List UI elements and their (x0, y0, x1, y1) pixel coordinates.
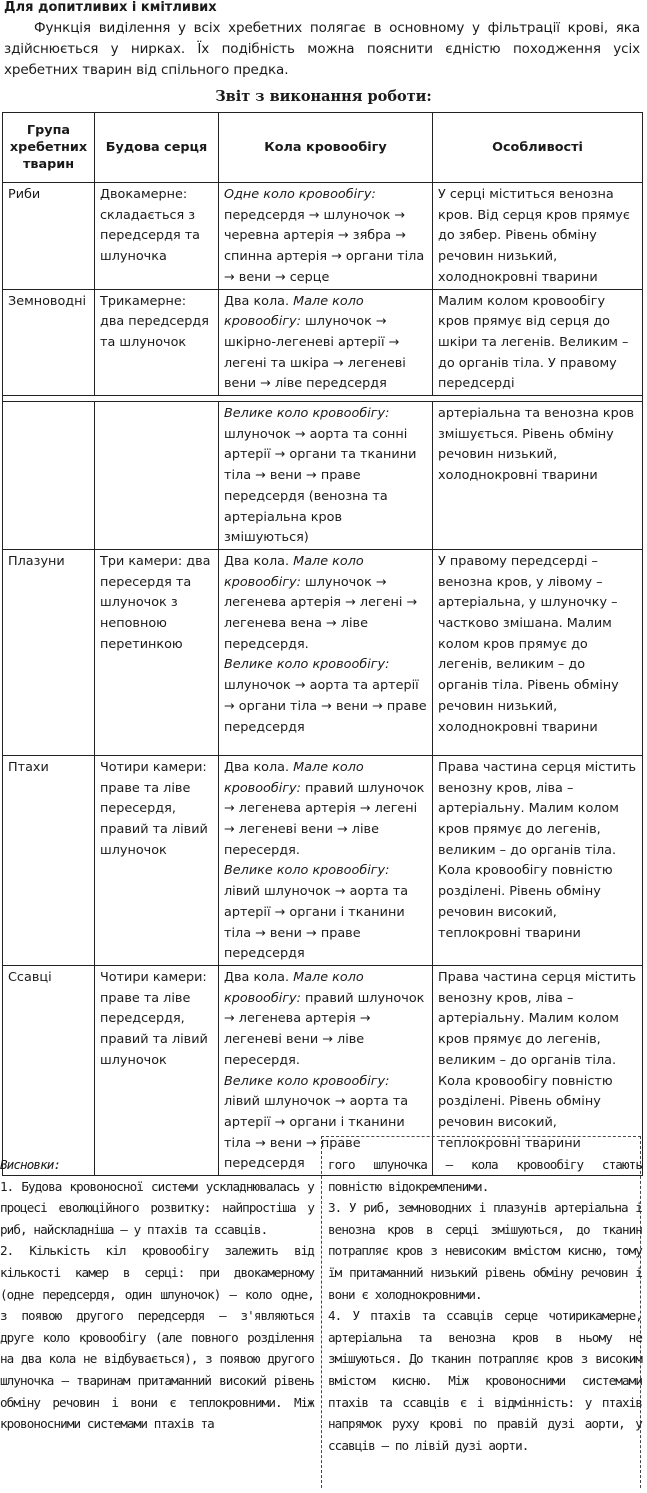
cell-features: Права частина серця містить венозну кров, ліва – артеріальну. Малим колом кров прямує до легенів, великим – до органів тіла. Кола кровообігу повністю розділені. Рівень обміну речовин високий, теплокровні тварини (433, 965, 643, 1175)
cell-features: артеріальна та венозна кров змішується. Рівень обміну речовин низький, холоднокровні тварини (433, 402, 643, 550)
circ2-label: Велике коло кровообігу: (224, 657, 390, 673)
col-header-features: Особливості (433, 113, 643, 183)
circ-prefix: Два кола. (224, 759, 294, 775)
circ2-text: лівий шлуночок → аорта та артерії → органи і тканини тіла → вени → праве передсердя (224, 884, 409, 962)
conclusion-2-cont: гого шлуночка – кола кровообігу стають повністю відокремленими. (328, 1157, 642, 1194)
conclusions-left (0, 1154, 314, 1435)
cell-group: Земноводні (3, 289, 95, 396)
col-header-heart: Будова серця (95, 113, 219, 183)
circ-text: правий шлуночок → легенева артерія → легені → легеневі вени → ліве пересердя. (224, 780, 425, 858)
circ2-text: шлуночок → аорта та артерії → органи тіла → вени → праве передсердя (224, 678, 427, 735)
cell-group: Плазуни (3, 549, 95, 755)
conclusion-4: 4. У птахів та ссавців серце чотирикамерне, артеріальна та венозна кров в ньому не змішуються. До тканин потрапляє кров з високим вмістом кисню. Між кровоносними системами птахів та ссавців є і відмінність: у птахів напрямок руху крові по правій дузі аорти, у ссавців – по лівій дузі аорти. (328, 1308, 642, 1453)
circ-label: Мале коло кровообігу: (224, 969, 364, 1006)
col-header-group: Група хребетних тварин (3, 113, 95, 183)
table-row (3, 183, 643, 290)
cell-heart: Трикамерне: два передсердя та шлуночок (95, 289, 219, 396)
circ2-label: Велике коло кровообігу: (224, 1073, 390, 1089)
section-heading: Для допитливих і кмітливих (4, 0, 217, 15)
cell-features: У серці міститься венозна кров. Від серця кров прямує до зябер. Рівень обміну речовин низький, холоднокровні тварини (433, 183, 643, 290)
circ-label: Мале коло кровообігу: (224, 759, 364, 796)
cell-group: Птахи (3, 755, 95, 965)
conclusions-heading: Висновки: (0, 1157, 61, 1172)
cell-heart: Чотири камери: праве та ліве передсердя, правий та лівий шлуночок (95, 965, 219, 1175)
circ-label: Одне коло кровообігу: (224, 187, 376, 202)
report-table (2, 112, 643, 1176)
report-title: Звіт з виконання роботи: (215, 88, 432, 105)
table-row (3, 289, 643, 396)
cell-heart (95, 402, 219, 550)
circ-prefix: Два кола. (224, 553, 294, 569)
cell-features: Права частина серця містить венозну кров, ліва – артеріальну. Малим колом кров прямує до легенів, великим – до органів тіла. Кола кровообігу повністю розділені. Рівень обміну речовин високий, теплокровні тварини (433, 755, 643, 965)
circ-text: правий шлуночок → легенева артерія → легеневі вени → ліве пересердя. (224, 990, 425, 1068)
table-row (3, 549, 643, 755)
cell-circulation (219, 183, 433, 290)
circ-text: шлуночок → шкірно-легеневі артерії → легені та шкіра → легеневі вени → ліве передсердя (224, 314, 406, 392)
circ2-label: Велике коло кровообігу: (224, 863, 390, 879)
circ-text: шлуночок → аорта та сонні артерії → органи та тканини тіла → вени → праве передсердя (венозна та артеріальна кров змішуються) (224, 426, 417, 546)
cell-heart: Чотири камери: праве та ліве пересердя, правий та лівий шлуночок (95, 755, 219, 965)
col-header-circulation: Кола кровообігу (219, 113, 433, 183)
cell-group: Риби (3, 183, 95, 290)
intro-paragraph: Функція виділення у всіх хребетних полягає в основному у фільтрації крові, яка здійснюється у нирках. Їх подібність можна пояснити єдністю походження усіх хребетних тварин від спільного предка. (4, 20, 640, 78)
cell-features: Малим колом кровообігу кров прямує від серця до шкіри та легенів. Великим – до органів тіла. У правому передсерді (433, 289, 643, 396)
circ-prefix: Два кола. (224, 293, 294, 309)
circ-prefix: Два кола. (224, 969, 294, 985)
cell-circulation (219, 755, 433, 965)
cell-features: У правому передсерді – венозна кров, у лівому – артеріальна, у шлуночку – частково змішана. Малим колом кров прямує до легенів, великим – до органів тіла. Рівень обміну речовин низький, холоднокровні тварини (433, 549, 643, 755)
conclusions-right (328, 1154, 642, 1456)
cell-circulation (219, 289, 433, 396)
circ-text: передсердя → шлуночок → черевна артерія → зябра → спинна артерія → органи тіла → вени → серце (224, 207, 425, 285)
table-row (3, 755, 643, 965)
circ-label: Мале коло кровообігу: (224, 553, 364, 590)
circ2-text: лівий шлуночок → аорта та артерії → органи і тканини тіла → вени → праве передсердя (224, 1094, 409, 1172)
table-row (3, 402, 643, 550)
conclusion-2: 2. Кількість кіл кровообігу залежить від кількості камер в серці: при двокамерному (одне передсердя, один шлуночок) – коло одне, з появою другого передсердя – з'являються друге коло кровообігу (але повного розділення на два кола не відбувається), з появою другого шлуночка – тваринам притаманний високий рівень обміну речовин і вони є теплокровними. Між кровоносними системами птахів та (0, 1243, 314, 1432)
circ-label: Мале коло кровообігу: (224, 293, 364, 330)
conclusion-1: 1. Будова кровоносної системи ускладнювалась у процесі еволюційного розвитку: найпростіша у риб, найскладніша – у птахів та ссавців. (0, 1178, 314, 1237)
cell-heart: Двокамерне: складається з передсердя та шлуночка (95, 183, 219, 290)
conclusion-3: 3. У риб, земноводних і плазунів артеріальна і венозна кров в серці змішуються, до тканин потрапляє кров з невисоким вмістом кисню, тому їм притаманний низький рівень обміну речовин і вони є холоднокровними. (328, 1200, 642, 1302)
cell-group (3, 402, 95, 550)
cell-heart: Три камери: два пересердя та шлуночок з неповною перетинкою (95, 549, 219, 755)
cell-circulation (219, 549, 433, 755)
cell-circulation (219, 402, 433, 550)
circ-text: шлуночок → легенева артерія → легені → легенева вена → ліве передсердя. (224, 574, 418, 652)
table-header-row (3, 113, 643, 183)
cell-group: Ссавці (3, 965, 95, 1175)
circ-label: Велике коло кровообігу: (224, 406, 390, 422)
